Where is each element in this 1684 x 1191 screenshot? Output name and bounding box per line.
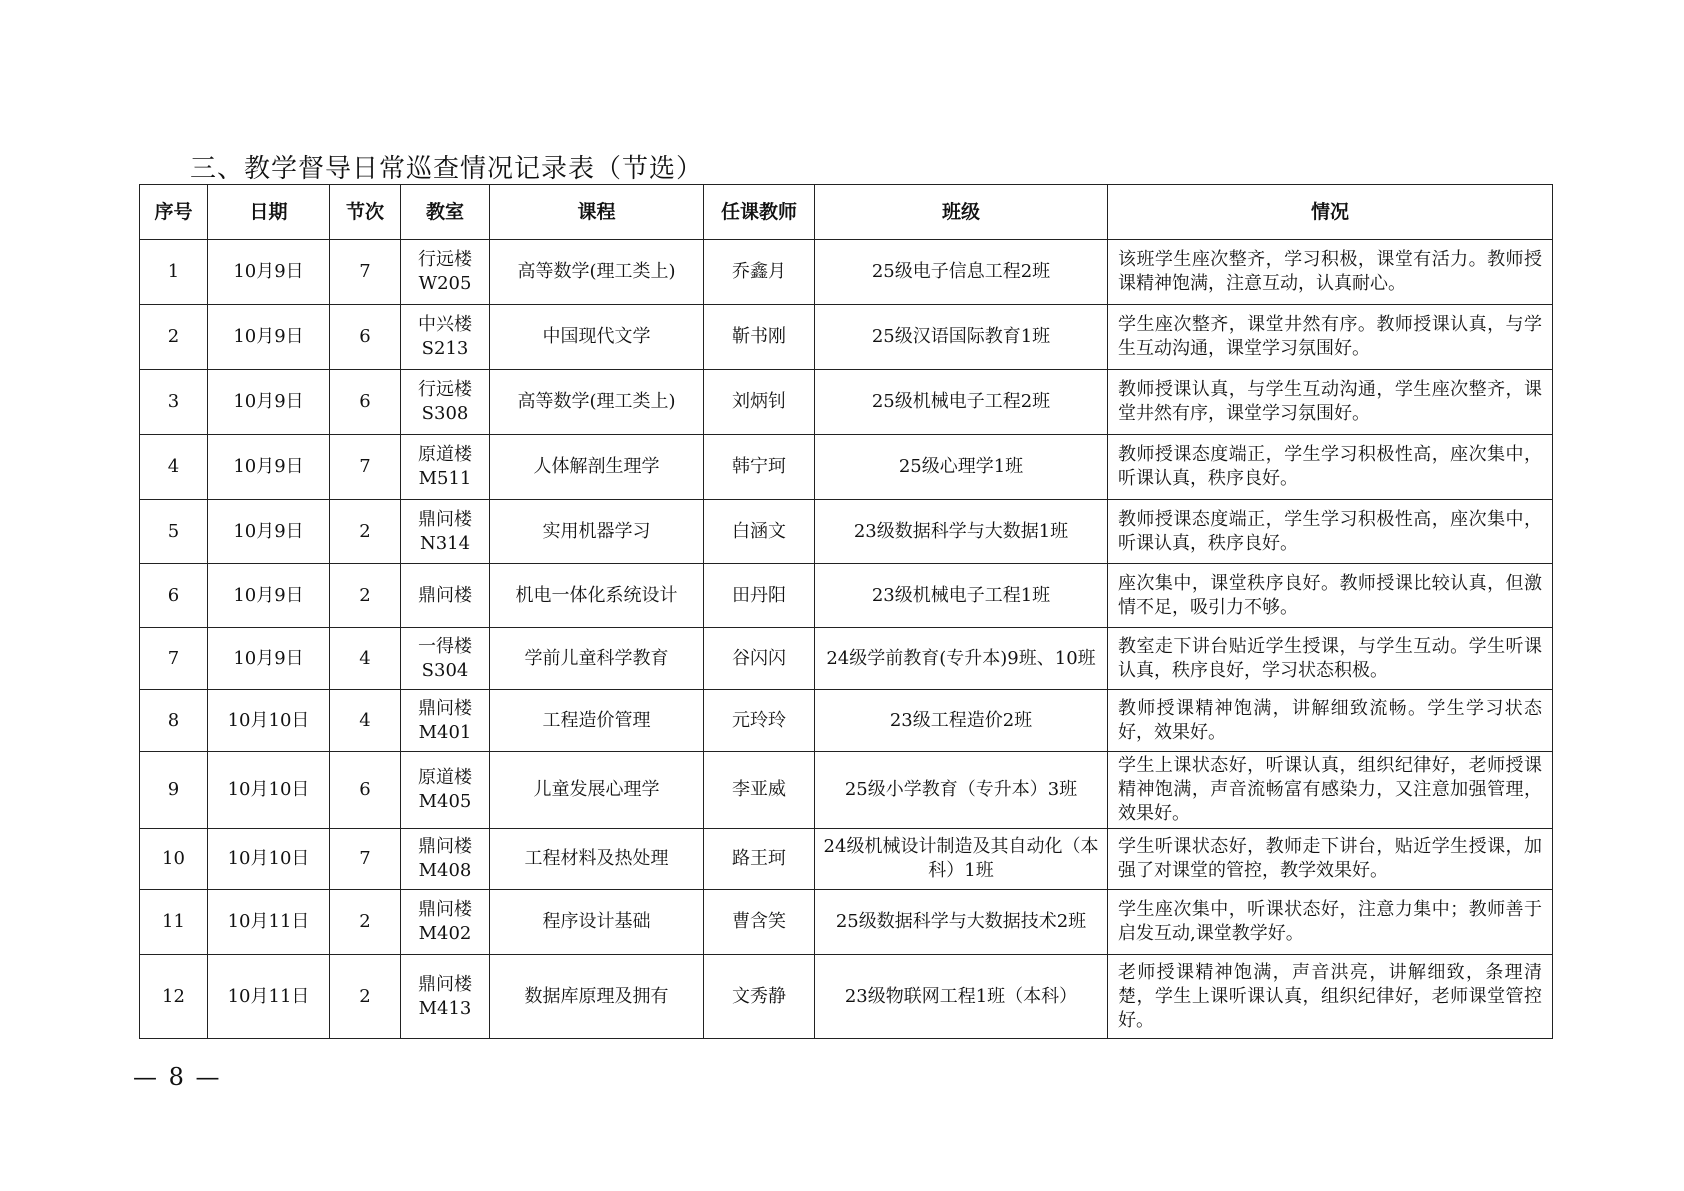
cell-no: 4 bbox=[140, 435, 208, 500]
cell-course: 高等数学(理工类上) bbox=[490, 240, 704, 305]
cell-date: 10月9日 bbox=[208, 370, 330, 435]
cell-course: 数据库原理及拥有 bbox=[490, 955, 704, 1039]
header-course: 课程 bbox=[490, 185, 704, 240]
cell-room: 一得楼S304 bbox=[401, 628, 490, 690]
cell-teacher: 靳书刚 bbox=[704, 305, 815, 370]
cell-date: 10月10日 bbox=[208, 690, 330, 752]
table-row bbox=[140, 240, 1553, 305]
cell-class: 25级小学教育（专升本）3班 bbox=[815, 752, 1108, 829]
cell-course: 高等数学(理工类上) bbox=[490, 370, 704, 435]
cell-period: 6 bbox=[330, 752, 401, 829]
table-row bbox=[140, 370, 1553, 435]
cell-period: 2 bbox=[330, 564, 401, 628]
cell-no: 11 bbox=[140, 890, 208, 955]
cell-situation: 该班学生座次整齐，学习积极，课堂有活力。教师授课精神饱满，注意互动，认真耐心。 bbox=[1108, 240, 1553, 305]
cell-class: 25级电子信息工程2班 bbox=[815, 240, 1108, 305]
cell-situation: 教室走下讲台贴近学生授课，与学生互动。学生听课认真，秩序良好，学习状态积极。 bbox=[1108, 628, 1553, 690]
cell-no: 12 bbox=[140, 955, 208, 1039]
cell-room: 行远楼S308 bbox=[401, 370, 490, 435]
table-row bbox=[140, 564, 1553, 628]
cell-no: 3 bbox=[140, 370, 208, 435]
table-row bbox=[140, 890, 1553, 955]
table-row bbox=[140, 500, 1553, 564]
cell-course: 机电一体化系统设计 bbox=[490, 564, 704, 628]
cell-teacher: 乔鑫月 bbox=[704, 240, 815, 305]
cell-room: 原道楼M511 bbox=[401, 435, 490, 500]
cell-date: 10月9日 bbox=[208, 435, 330, 500]
cell-period: 4 bbox=[330, 690, 401, 752]
cell-teacher: 白涵文 bbox=[704, 500, 815, 564]
cell-situation: 教师授课认真，与学生互动沟通，学生座次整齐，课堂井然有序，课堂学习氛围好。 bbox=[1108, 370, 1553, 435]
cell-teacher: 路王珂 bbox=[704, 829, 815, 890]
table-row bbox=[140, 305, 1553, 370]
cell-date: 10月9日 bbox=[208, 564, 330, 628]
header-period: 节次 bbox=[330, 185, 401, 240]
cell-period: 2 bbox=[330, 890, 401, 955]
cell-period: 7 bbox=[330, 435, 401, 500]
cell-course: 实用机器学习 bbox=[490, 500, 704, 564]
cell-class: 23级工程造价2班 bbox=[815, 690, 1108, 752]
cell-date: 10月9日 bbox=[208, 305, 330, 370]
cell-date: 10月10日 bbox=[208, 752, 330, 829]
cell-situation: 学生座次整齐，课堂井然有序。教师授课认真，与学生互动沟通，课堂学习氛围好。 bbox=[1108, 305, 1553, 370]
cell-teacher: 田丹阳 bbox=[704, 564, 815, 628]
header-situation: 情况 bbox=[1108, 185, 1553, 240]
cell-teacher: 韩宁珂 bbox=[704, 435, 815, 500]
header-teacher: 任课教师 bbox=[704, 185, 815, 240]
cell-situation: 教师授课精神饱满，讲解细致流畅。学生学习状态好，效果好。 bbox=[1108, 690, 1553, 752]
cell-room: 中兴楼S213 bbox=[401, 305, 490, 370]
cell-room: 鼎问楼 bbox=[401, 564, 490, 628]
cell-date: 10月11日 bbox=[208, 955, 330, 1039]
cell-period: 6 bbox=[330, 370, 401, 435]
table-row bbox=[140, 690, 1553, 752]
cell-class: 24级机械设计制造及其自动化（本科）1班 bbox=[815, 829, 1108, 890]
cell-room: 鼎问楼M402 bbox=[401, 890, 490, 955]
header-no: 序号 bbox=[140, 185, 208, 240]
cell-period: 7 bbox=[330, 240, 401, 305]
header-class: 班级 bbox=[815, 185, 1108, 240]
cell-situation: 学生听课状态好，教师走下讲台，贴近学生授课，加强了对课堂的管控，教学效果好。 bbox=[1108, 829, 1553, 890]
cell-course: 中国现代文学 bbox=[490, 305, 704, 370]
table-row bbox=[140, 829, 1553, 890]
cell-period: 6 bbox=[330, 305, 401, 370]
cell-room: 鼎问楼M413 bbox=[401, 955, 490, 1039]
cell-date: 10月11日 bbox=[208, 890, 330, 955]
cell-teacher: 李亚威 bbox=[704, 752, 815, 829]
cell-period: 2 bbox=[330, 955, 401, 1039]
cell-room: 鼎问楼M408 bbox=[401, 829, 490, 890]
cell-teacher: 刘炳钊 bbox=[704, 370, 815, 435]
cell-class: 25级数据科学与大数据技术2班 bbox=[815, 890, 1108, 955]
cell-class: 23级数据科学与大数据1班 bbox=[815, 500, 1108, 564]
header-date: 日期 bbox=[208, 185, 330, 240]
cell-period: 7 bbox=[330, 829, 401, 890]
cell-room: 鼎问楼M401 bbox=[401, 690, 490, 752]
patrol-record-table bbox=[139, 184, 1553, 1039]
cell-date: 10月9日 bbox=[208, 500, 330, 564]
cell-class: 25级机械电子工程2班 bbox=[815, 370, 1108, 435]
cell-situation: 座次集中，课堂秩序良好。教师授课比较认真，但激情不足，吸引力不够。 bbox=[1108, 564, 1553, 628]
table-row bbox=[140, 628, 1553, 690]
table-header-row bbox=[140, 185, 1553, 240]
cell-teacher: 元玲玲 bbox=[704, 690, 815, 752]
cell-no: 7 bbox=[140, 628, 208, 690]
cell-no: 2 bbox=[140, 305, 208, 370]
cell-course: 工程造价管理 bbox=[490, 690, 704, 752]
cell-situation: 学生座次集中，听课状态好，注意力集中；教师善于启发互动,课堂教学好。 bbox=[1108, 890, 1553, 955]
cell-no: 5 bbox=[140, 500, 208, 564]
cell-situation: 教师授课态度端正，学生学习积极性高，座次集中，听课认真，秩序良好。 bbox=[1108, 500, 1553, 564]
cell-class: 25级汉语国际教育1班 bbox=[815, 305, 1108, 370]
cell-course: 人体解剖生理学 bbox=[490, 435, 704, 500]
table-row bbox=[140, 752, 1553, 829]
header-room: 教室 bbox=[401, 185, 490, 240]
cell-no: 6 bbox=[140, 564, 208, 628]
page-number: — 8 — bbox=[133, 1063, 222, 1091]
cell-date: 10月9日 bbox=[208, 628, 330, 690]
cell-no: 10 bbox=[140, 829, 208, 890]
cell-course: 工程材料及热处理 bbox=[490, 829, 704, 890]
cell-date: 10月9日 bbox=[208, 240, 330, 305]
cell-class: 23级机械电子工程1班 bbox=[815, 564, 1108, 628]
cell-course: 学前儿童科学教育 bbox=[490, 628, 704, 690]
cell-no: 9 bbox=[140, 752, 208, 829]
cell-no: 8 bbox=[140, 690, 208, 752]
cell-room: 行远楼W205 bbox=[401, 240, 490, 305]
cell-situation: 学生上课状态好，听课认真，组织纪律好，老师授课精神饱满，声音流畅富有感染力，又注意加强管理，效果好。 bbox=[1108, 752, 1553, 829]
cell-class: 25级心理学1班 bbox=[815, 435, 1108, 500]
table-row bbox=[140, 955, 1553, 1039]
cell-situation: 教师授课态度端正，学生学习积极性高，座次集中，听课认真，秩序良好。 bbox=[1108, 435, 1553, 500]
page-title: 三、教学督导日常巡查情况记录表（节选） bbox=[190, 154, 704, 184]
cell-course: 儿童发展心理学 bbox=[490, 752, 704, 829]
cell-period: 4 bbox=[330, 628, 401, 690]
cell-room: 原道楼M405 bbox=[401, 752, 490, 829]
cell-class: 23级物联网工程1班（本科） bbox=[815, 955, 1108, 1039]
cell-situation: 老师授课精神饱满，声音洪亮，讲解细致，条理清楚，学生上课听课认真，组织纪律好，老师课堂管控好。 bbox=[1108, 955, 1553, 1039]
cell-period: 2 bbox=[330, 500, 401, 564]
cell-teacher: 谷闪闪 bbox=[704, 628, 815, 690]
cell-date: 10月10日 bbox=[208, 829, 330, 890]
table-row bbox=[140, 435, 1553, 500]
cell-no: 1 bbox=[140, 240, 208, 305]
cell-teacher: 曹含笑 bbox=[704, 890, 815, 955]
cell-class: 24级学前教育(专升本)9班、10班 bbox=[815, 628, 1108, 690]
cell-course: 程序设计基础 bbox=[490, 890, 704, 955]
cell-room: 鼎问楼N314 bbox=[401, 500, 490, 564]
cell-teacher: 文秀静 bbox=[704, 955, 815, 1039]
